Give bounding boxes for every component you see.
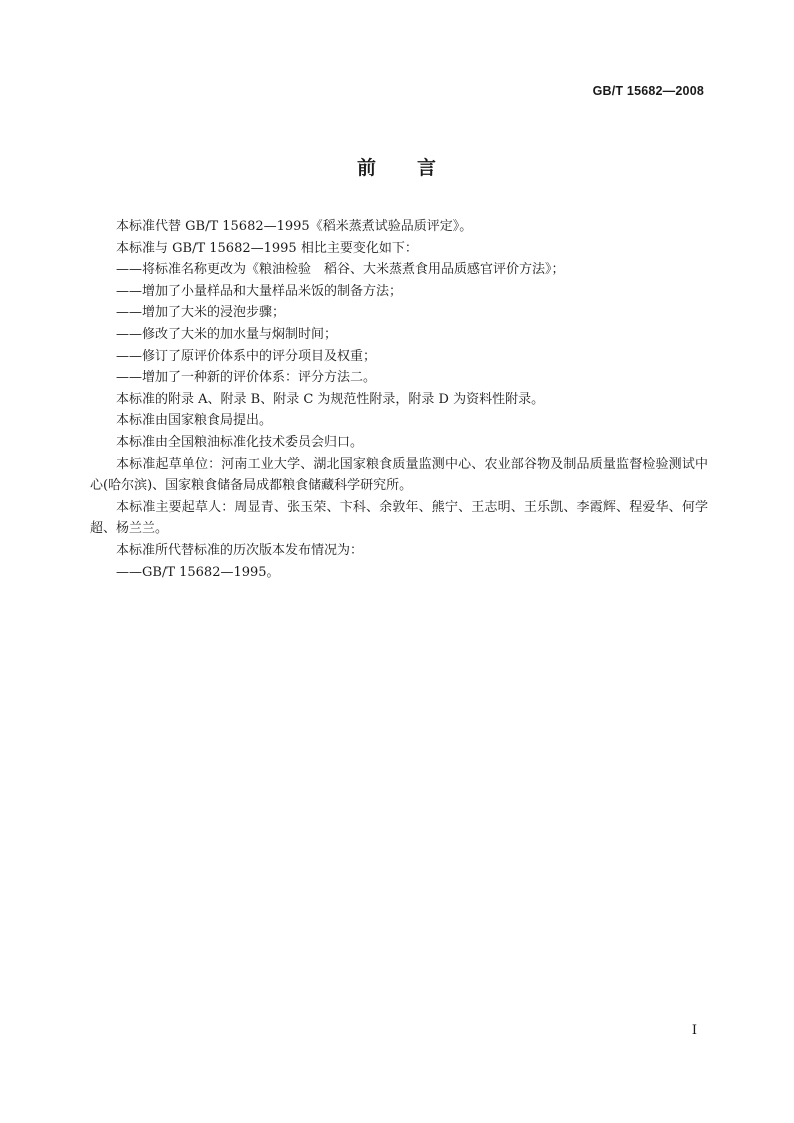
change-item: ——增加了一种新的评价体系：评分方法二。 [116, 370, 377, 386]
paragraph-changes-intro: 本标准与 GB/T 15682—1995 相比主要变化如下： [116, 240, 418, 256]
change-item: ——增加了大米的浸泡步骤； [116, 305, 286, 321]
change-item: ——将标准名称更改为《粮油检验 稻谷、大米蒸煮食用品质感官评价方法》； [116, 262, 565, 278]
paragraph-drafters: 本标准主要起草人：周显青、张玉荣、卞科、余敦年、熊宁、王志明、王乐凯、李霞辉、程爱华、何学超、杨兰兰。 [90, 499, 708, 537]
standard-code: GB/T 15682—2008 [592, 84, 704, 98]
change-item: ——增加了小量样品和大量样品米饭的制备方法； [116, 283, 403, 299]
paragraph-centralized-by: 本标准由全国粮油标准化技术委员会归口。 [116, 434, 364, 450]
change-item: ——修订了原评价体系中的评分项目及权重； [116, 348, 377, 364]
page-title-part1: 前 [356, 157, 377, 179]
paragraph-replaces: 本标准代替 GB/T 15682—1995《稻米蒸煮试验品质评定》。 [116, 219, 473, 234]
paragraph-annexes: 本标准的附录 A、附录 B、附录 C 为规范性附录，附录 D 为资料性附录。 [116, 391, 545, 407]
change-item: ——修改了大米的加水量与焖制时间； [116, 326, 338, 342]
page-title-part2: 言 [417, 157, 438, 179]
page-number: I [691, 1023, 697, 1038]
page-title [0, 153, 794, 180]
paragraph-drafting-units: 本标准起草单位：河南工业大学、湖北国家粮食质量监测中心、农业部谷物及制品质量监督检验测试中心(哈尔滨)、国家粮食储备局成都粮食储藏科学研究所。 [90, 456, 708, 494]
paragraph-proposed-by: 本标准由国家粮食局提出。 [116, 413, 273, 429]
foreword-body [90, 216, 708, 583]
history-item: ——GB/T 15682—1995。 [116, 564, 280, 580]
paragraph-history: 本标准所代替标准的历次版本发布情况为： [116, 542, 364, 558]
